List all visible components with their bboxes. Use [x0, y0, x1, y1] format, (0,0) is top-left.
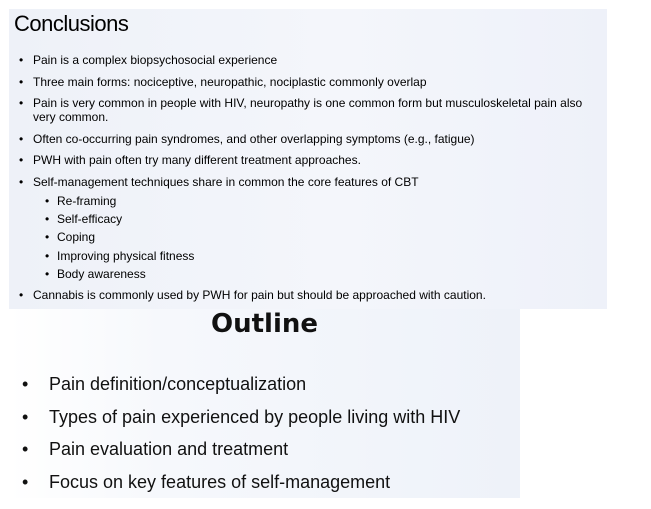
conclusions-item-text: PWH with pain often try many different treatment approaches. — [33, 153, 361, 168]
conclusions-item — [9, 132, 607, 146]
conclusions-item-text: Pain is a complex biopsychosocial experience — [33, 53, 278, 67]
conclusions-subitem: • Body awareness — [33, 267, 605, 281]
conclusions-slide — [9, 9, 607, 309]
conclusions-item-text: Pain is very common in people with HIV, neuropathy is one common form but musculoskeletal pain also very common. — [33, 96, 583, 125]
conclusions-list — [9, 53, 607, 310]
outline-slide — [9, 309, 520, 498]
conclusions-subitem: • Re-framing — [33, 194, 605, 208]
conclusions-item — [9, 75, 607, 89]
outline-item: • Types of pain experienced by people living with HIV — [9, 404, 460, 430]
outline-item: • Pain definition/conceptualization — [9, 371, 460, 397]
conclusions-subitem: • Improving physical fitness — [33, 249, 605, 263]
outline-item: • Pain evaluation and treatment — [9, 436, 460, 462]
conclusions-item-text: Often co-occurring pain syndromes, and other overlapping symptoms (e.g., fatigue) — [33, 131, 475, 146]
conclusions-title: Conclusions — [14, 11, 129, 36]
conclusions-item-text: Cannabis is commonly used by PWH for pain but should be approached with caution. — [33, 288, 486, 303]
conclusions-item — [9, 288, 607, 302]
conclusions-item — [9, 53, 607, 67]
conclusions-item-text: Three main forms: nociceptive, neuropathic, nociplastic commonly overlap — [33, 74, 427, 89]
outline-item: • Focus on key features of self-management — [9, 469, 460, 495]
conclusions-item-text: Self-management techniques share in common the core features of CBT — [33, 174, 419, 189]
outline-title: Outline — [210, 309, 318, 339]
outline-list — [9, 371, 460, 501]
conclusions-subitem: • Self-efficacy — [33, 212, 605, 226]
conclusions-item — [9, 175, 607, 281]
conclusions-sublist — [33, 194, 605, 281]
conclusions-item — [9, 96, 607, 124]
conclusions-item — [9, 153, 607, 167]
conclusions-subitem: • Coping — [33, 230, 605, 244]
